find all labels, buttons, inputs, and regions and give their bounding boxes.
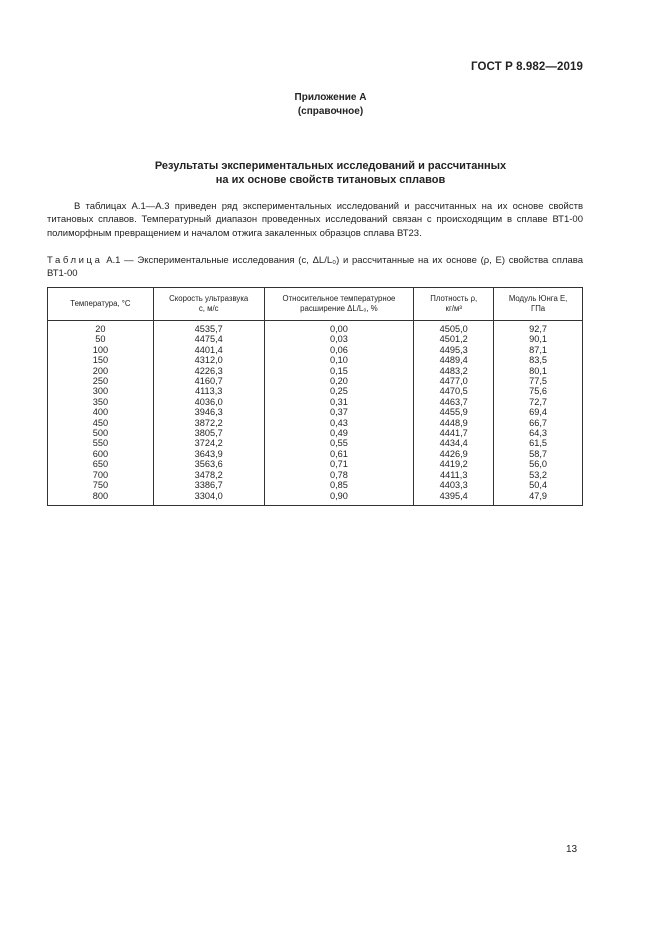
body-paragraph: В таблицах А.1—А.3 приведен ряд экспериментальных исследований и рассчитанных на их основе свойств титановых сплавов. Температурный диапазон проведенных исследований связан с происходящим в сплаве ВТ1-00 полиморфным превращением и началом отжига закаленных образцов сплава ВТ23. bbox=[47, 201, 583, 239]
header-density bbox=[414, 288, 494, 321]
table-row bbox=[48, 355, 583, 365]
cell-ultrasound-speed: 4312,0 bbox=[153, 355, 264, 365]
cell-density: 4441,7 bbox=[414, 428, 494, 438]
cell-youngs-modulus: 61,5 bbox=[494, 438, 583, 448]
cell-temperature: 450 bbox=[48, 418, 154, 428]
cell-temperature: 100 bbox=[48, 345, 154, 355]
cell-youngs-modulus: 80,1 bbox=[494, 366, 583, 376]
cell-ultrasound-speed: 3805,7 bbox=[153, 428, 264, 438]
section-title-line-1: Результаты экспериментальных исследований и рассчитанных bbox=[154, 160, 507, 172]
cell-density: 4411,3 bbox=[414, 470, 494, 480]
cell-ultrasound-speed: 3724,2 bbox=[153, 438, 264, 448]
header-youngs-modulus-line-2: ГПа bbox=[530, 304, 546, 313]
cell-temperature: 700 bbox=[48, 470, 154, 480]
cell-density: 4455,9 bbox=[414, 407, 494, 417]
cell-ultrasound-speed: 3386,7 bbox=[153, 480, 264, 490]
cell-thermal-expansion: 0,61 bbox=[264, 449, 414, 459]
cell-density: 4477,0 bbox=[414, 376, 494, 386]
cell-thermal-expansion: 0,71 bbox=[264, 459, 414, 469]
cell-density: 4483,2 bbox=[414, 366, 494, 376]
cell-temperature: 500 bbox=[48, 428, 154, 438]
cell-temperature: 300 bbox=[48, 386, 154, 396]
cell-youngs-modulus: 58,7 bbox=[494, 449, 583, 459]
cell-ultrasound-speed: 4036,0 bbox=[153, 397, 264, 407]
table-row bbox=[48, 449, 583, 459]
appendix-heading bbox=[0, 91, 661, 119]
cell-temperature: 600 bbox=[48, 449, 154, 459]
header-temperature-line-1: Температура, °С bbox=[70, 298, 131, 308]
cell-temperature: 800 bbox=[48, 491, 154, 506]
cell-ultrasound-speed: 3563,6 bbox=[153, 459, 264, 469]
cell-ultrasound-speed: 3304,0 bbox=[153, 491, 264, 506]
header-youngs-modulus bbox=[494, 288, 583, 321]
cell-thermal-expansion: 0,37 bbox=[264, 407, 414, 417]
cell-ultrasound-speed: 4475,4 bbox=[153, 334, 264, 344]
table-row bbox=[48, 491, 583, 506]
cell-thermal-expansion: 0,03 bbox=[264, 334, 414, 344]
header-thermal-expansion bbox=[264, 288, 414, 321]
cell-thermal-expansion: 0,85 bbox=[264, 480, 414, 490]
cell-youngs-modulus: 77,5 bbox=[494, 376, 583, 386]
cell-ultrasound-speed: 4160,7 bbox=[153, 376, 264, 386]
cell-density: 4495,3 bbox=[414, 345, 494, 355]
data-table bbox=[47, 287, 583, 506]
cell-thermal-expansion: 0,25 bbox=[264, 386, 414, 396]
cell-thermal-expansion: 0,49 bbox=[264, 428, 414, 438]
page-number: 13 bbox=[566, 844, 578, 855]
cell-thermal-expansion: 0,20 bbox=[264, 376, 414, 386]
cell-youngs-modulus: 66,7 bbox=[494, 418, 583, 428]
table-row bbox=[48, 386, 583, 396]
cell-thermal-expansion: 0,10 bbox=[264, 355, 414, 365]
cell-youngs-modulus: 92,7 bbox=[494, 321, 583, 335]
cell-density: 4501,2 bbox=[414, 334, 494, 344]
table-row bbox=[48, 470, 583, 480]
table-row bbox=[48, 397, 583, 407]
cell-thermal-expansion: 0,43 bbox=[264, 418, 414, 428]
table-row bbox=[48, 418, 583, 428]
table-row bbox=[48, 459, 583, 469]
cell-thermal-expansion: 0,15 bbox=[264, 366, 414, 376]
table-row bbox=[48, 334, 583, 344]
table-row bbox=[48, 480, 583, 490]
header-temperature bbox=[48, 288, 154, 321]
cell-thermal-expansion: 0,06 bbox=[264, 345, 414, 355]
cell-density: 4426,9 bbox=[414, 449, 494, 459]
cell-ultrasound-speed: 4226,3 bbox=[153, 366, 264, 376]
table-row bbox=[48, 366, 583, 376]
cell-youngs-modulus: 64,3 bbox=[494, 428, 583, 438]
cell-temperature: 200 bbox=[48, 366, 154, 376]
cell-ultrasound-speed: 4401,4 bbox=[153, 345, 264, 355]
cell-temperature: 400 bbox=[48, 407, 154, 417]
table-row bbox=[48, 407, 583, 417]
cell-temperature: 750 bbox=[48, 480, 154, 490]
header-thermal-expansion-line-2: расширение ΔL/L₀, % bbox=[300, 304, 378, 313]
cell-temperature: 350 bbox=[48, 397, 154, 407]
cell-density: 4489,4 bbox=[414, 355, 494, 365]
cell-thermal-expansion: 0,90 bbox=[264, 491, 414, 506]
cell-ultrasound-speed: 4535,7 bbox=[153, 321, 264, 335]
cell-density: 4505,0 bbox=[414, 321, 494, 335]
table-caption bbox=[47, 254, 583, 281]
cell-youngs-modulus: 72,7 bbox=[494, 397, 583, 407]
appendix-subtitle: (справочное) bbox=[297, 106, 364, 117]
header-thermal-expansion-line-1: Относительное температурное bbox=[282, 293, 396, 303]
cell-youngs-modulus: 75,6 bbox=[494, 386, 583, 396]
cell-ultrasound-speed: 3643,9 bbox=[153, 449, 264, 459]
cell-youngs-modulus: 47,9 bbox=[494, 491, 583, 506]
cell-ultrasound-speed: 3872,2 bbox=[153, 418, 264, 428]
cell-thermal-expansion: 0,00 bbox=[264, 321, 414, 335]
cell-youngs-modulus: 50,4 bbox=[494, 480, 583, 490]
cell-thermal-expansion: 0,78 bbox=[264, 470, 414, 480]
cell-thermal-expansion: 0,55 bbox=[264, 438, 414, 448]
cell-ultrasound-speed: 4113,3 bbox=[153, 386, 264, 396]
header-youngs-modulus-line-1: Модуль Юнга E, bbox=[508, 293, 568, 303]
cell-density: 4403,3 bbox=[414, 480, 494, 490]
cell-density: 4470,5 bbox=[414, 386, 494, 396]
cell-density: 4448,9 bbox=[414, 418, 494, 428]
table-caption-label: Таблица bbox=[47, 255, 103, 266]
table-header-row bbox=[48, 288, 583, 321]
cell-youngs-modulus: 53,2 bbox=[494, 470, 583, 480]
cell-youngs-modulus: 83,5 bbox=[494, 355, 583, 365]
cell-density: 4463,7 bbox=[414, 397, 494, 407]
header-ultrasound-speed-line-1: Скорость ультразвука bbox=[169, 293, 249, 303]
table-caption-text: А.1 — Экспериментальные исследования (c, ΔL/L₀) и рассчитанные на их основе (ρ, E) свойства сплава ВТ1-00 bbox=[47, 255, 584, 280]
cell-ultrasound-speed: 3478,2 bbox=[153, 470, 264, 480]
cell-temperature: 550 bbox=[48, 438, 154, 448]
cell-youngs-modulus: 90,1 bbox=[494, 334, 583, 344]
cell-youngs-modulus: 69,4 bbox=[494, 407, 583, 417]
cell-thermal-expansion: 0,31 bbox=[264, 397, 414, 407]
header-density-line-1: Плотность ρ, bbox=[430, 293, 478, 303]
cell-youngs-modulus: 87,1 bbox=[494, 345, 583, 355]
cell-temperature: 20 bbox=[48, 321, 154, 335]
cell-temperature: 650 bbox=[48, 459, 154, 469]
cell-temperature: 50 bbox=[48, 334, 154, 344]
cell-density: 4419,2 bbox=[414, 459, 494, 469]
section-title bbox=[60, 159, 601, 187]
table-row bbox=[48, 428, 583, 438]
document-code: ГОСТ Р 8.982—2019 bbox=[471, 61, 583, 73]
section-title-line-2: на их основе свойств титановых сплавов bbox=[215, 174, 446, 186]
table-row bbox=[48, 376, 583, 386]
header-density-line-2: кг/м³ bbox=[445, 304, 462, 313]
cell-density: 4395,4 bbox=[414, 491, 494, 506]
appendix-title: Приложение А bbox=[294, 92, 367, 103]
cell-density: 4434,4 bbox=[414, 438, 494, 448]
table-row bbox=[48, 438, 583, 448]
table-row bbox=[48, 321, 583, 335]
header-ultrasound-speed bbox=[153, 288, 264, 321]
cell-temperature: 250 bbox=[48, 376, 154, 386]
cell-ultrasound-speed: 3946,3 bbox=[153, 407, 264, 417]
header-ultrasound-speed-line-2: c, м/с bbox=[198, 304, 219, 313]
table-body bbox=[48, 321, 583, 506]
cell-temperature: 150 bbox=[48, 355, 154, 365]
cell-youngs-modulus: 56,0 bbox=[494, 459, 583, 469]
table-row bbox=[48, 345, 583, 355]
